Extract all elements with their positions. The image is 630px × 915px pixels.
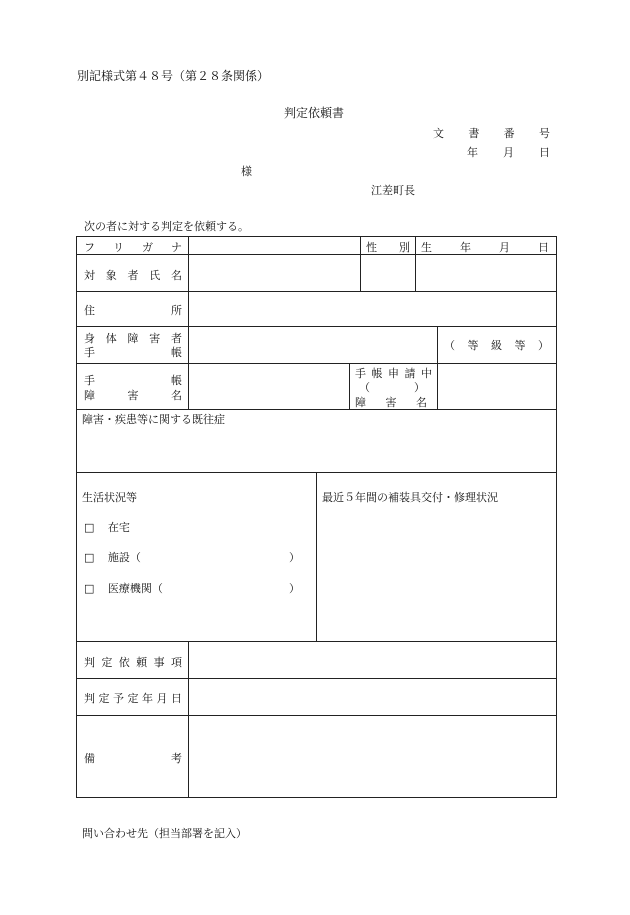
doc-number-char: 番 (503, 127, 515, 140)
furigana-char: フ (84, 241, 95, 254)
request-char: 定 (101, 656, 113, 669)
applying-char: 帳 (371, 367, 383, 380)
remarks-char: 考 (171, 752, 182, 765)
applying-line3 (355, 394, 427, 410)
close-paren: ） (289, 551, 300, 564)
column-rule (349, 363, 350, 409)
equipment-label: 最近５年間の補装具交付・修理状況 (322, 491, 498, 504)
birth-char: 月 (499, 241, 510, 254)
handbook-name-char: 障 (84, 389, 95, 402)
applying-char: 中 (421, 367, 432, 380)
subject-name-char: 対 (84, 269, 95, 282)
checkbox-icon: □ (84, 582, 95, 595)
scheduled-char: 定 (127, 692, 139, 705)
handbook-name-char: 手 (84, 374, 95, 387)
living-medical-option (84, 580, 300, 596)
grade-char: 等 (467, 339, 479, 352)
request-char: 頼 (136, 656, 148, 669)
subject-name-char: 名 (171, 269, 182, 282)
scheduled-char: 年 (142, 692, 153, 705)
living-medical-label: 医療機関（ (107, 582, 163, 595)
sex-label (366, 239, 410, 255)
scheduled-char: 月 (156, 692, 168, 705)
row-rule (76, 715, 557, 716)
handbook-char: 帳 (171, 346, 182, 359)
remarks-label (84, 750, 182, 766)
subject-name-char: 者 (127, 269, 139, 282)
checkbox-icon: □ (84, 521, 95, 534)
row-rule (76, 326, 557, 327)
row-rule (76, 291, 557, 292)
grade-char: 等 (514, 339, 526, 352)
living-home-label: 在宅 (107, 521, 130, 534)
applying-char: ） (414, 381, 425, 394)
scheduled-char: 定 (98, 692, 110, 705)
sender: 江差町長 (371, 184, 415, 197)
handbook-name-line2 (84, 387, 182, 403)
birth-char: 年 (460, 241, 471, 254)
handbook-name-char: 害 (127, 389, 139, 402)
handbook-char: 害 (149, 332, 161, 345)
intro-text: 次の者に対する判定を依頼する。 (84, 220, 249, 233)
furigana-char: リ (113, 241, 124, 254)
document-date (467, 144, 550, 160)
birth-date-label (421, 239, 549, 255)
column-rule (188, 236, 189, 409)
document-title: 判定依頼書 (284, 106, 345, 120)
row-rule (76, 641, 557, 642)
close-paren: ） (289, 582, 300, 595)
row-rule (76, 363, 557, 364)
recipient-suffix: 様 (241, 165, 252, 178)
column-rule (188, 641, 189, 798)
grade-char: 級 (491, 339, 502, 352)
request-char: 依 (118, 656, 130, 669)
address-label (84, 302, 182, 318)
furigana-char: ナ (171, 241, 182, 254)
handbook-name-char: 帳 (171, 374, 182, 387)
scheduled-char: 判 (84, 692, 95, 705)
column-rule (360, 236, 361, 291)
sex-char: 別 (399, 241, 410, 254)
applying-char: 申 (388, 367, 399, 380)
handbook-label-line2 (84, 344, 182, 360)
applying-char: 請 (404, 367, 416, 380)
medical-history-label: 障害・疾患等に関する既往症 (82, 413, 225, 426)
grade-char: （ (444, 339, 455, 352)
applying-char: 手 (355, 367, 366, 380)
birth-char: 日 (538, 241, 549, 254)
living-situation-title: 生活状況等 (82, 491, 137, 504)
living-facility-label: 施設（ (107, 551, 141, 564)
date-day: 日 (539, 146, 550, 159)
applying-char: 害 (385, 396, 397, 409)
date-month: 月 (503, 146, 514, 159)
date-year: 年 (467, 146, 478, 159)
address-char: 住 (84, 304, 95, 317)
handbook-name-char: 名 (171, 389, 182, 402)
scheduled-char: 日 (171, 692, 182, 705)
document-number (433, 125, 550, 141)
furigana-label (84, 239, 182, 255)
subject-name-label (84, 267, 182, 283)
scheduled-char: 予 (113, 692, 124, 705)
applying-char: （ (359, 381, 370, 394)
subject-name-char: 氏 (149, 269, 161, 282)
handbook-char: 手 (84, 346, 95, 359)
column-rule (437, 326, 438, 409)
handbook-char: 体 (105, 332, 117, 345)
contact-label: 問い合わせ先（担当部署を記入） (82, 827, 247, 840)
request-char: 項 (170, 656, 182, 669)
scheduled-date-label (84, 690, 182, 706)
birth-char: 生 (421, 241, 432, 254)
doc-number-char: 号 (538, 127, 550, 140)
sex-char: 性 (366, 241, 377, 254)
request-char: 事 (153, 656, 165, 669)
grade-char: ） (538, 339, 549, 352)
form-number: 別記様式第４８号（第２８条関係） (77, 69, 270, 83)
checkbox-icon: □ (84, 551, 95, 564)
column-rule (316, 472, 317, 641)
furigana-char: ガ (142, 241, 153, 254)
applying-char: 障 (355, 396, 366, 409)
remarks-char: 備 (84, 752, 95, 765)
request-items-label (84, 654, 182, 670)
request-char: 判 (84, 656, 95, 669)
grade-label (444, 337, 549, 353)
column-rule (415, 236, 416, 291)
applying-line2 (359, 379, 425, 395)
row-rule (76, 409, 557, 410)
handbook-char: 障 (127, 332, 139, 345)
address-char: 所 (171, 304, 182, 317)
handbook-char: 身 (84, 332, 95, 345)
living-home-option (84, 519, 130, 535)
row-rule (76, 678, 557, 679)
handbook-name-line1 (84, 372, 182, 388)
applying-char: 名 (416, 396, 427, 409)
subject-name-char: 象 (105, 269, 117, 282)
handbook-char: 者 (171, 332, 182, 345)
doc-number-char: 書 (468, 127, 480, 140)
living-facility-option (84, 549, 300, 565)
doc-number-char: 文 (433, 127, 444, 140)
